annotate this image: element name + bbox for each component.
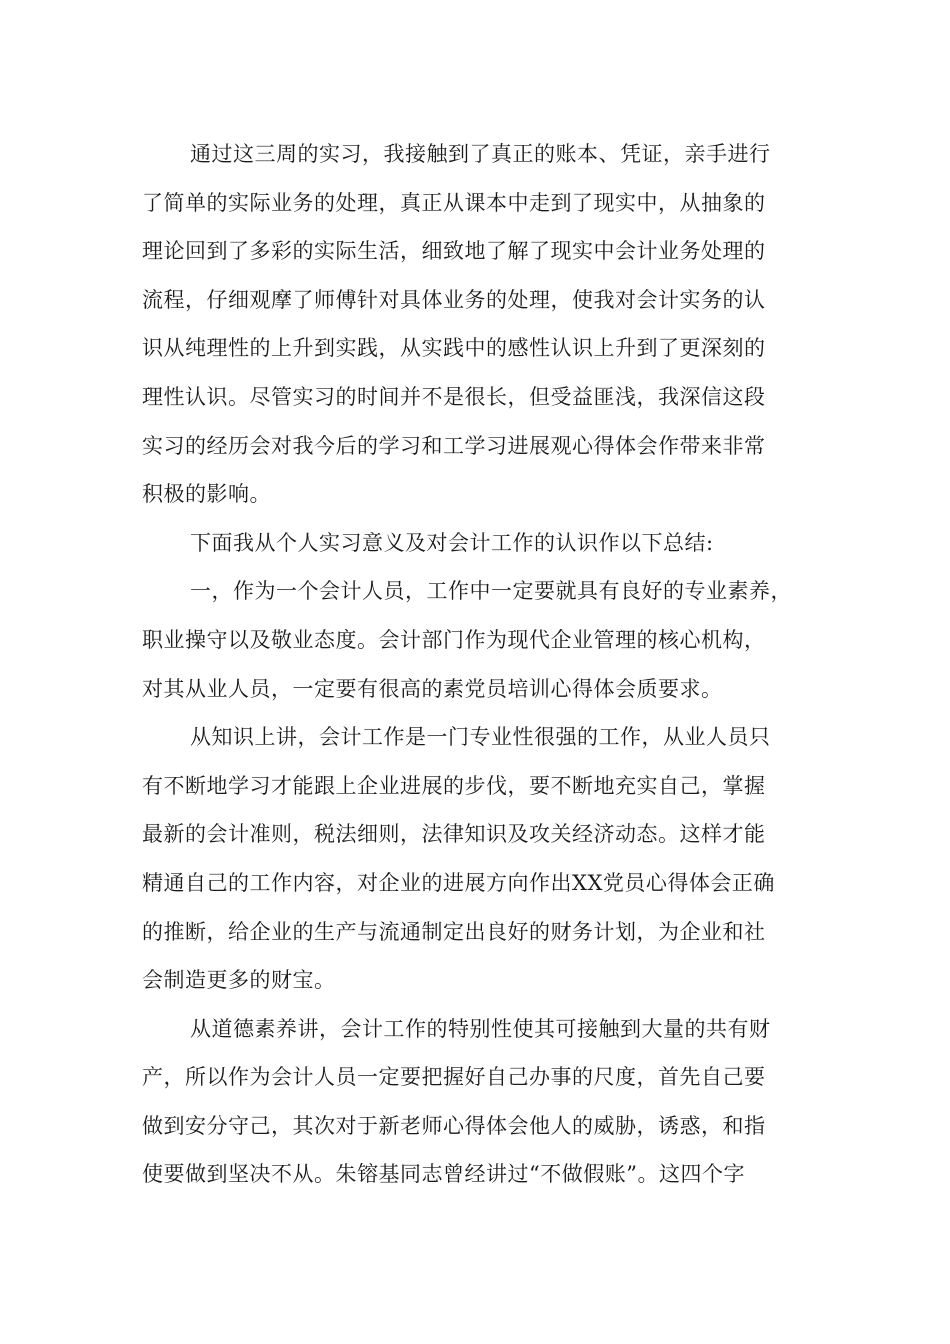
paragraph-line: 对其从业人员，一定要有很高的素党员培训心得体会质要求。 bbox=[142, 676, 723, 701]
paragraph-line: 一，作为一个会计人员，工作中一定要就具有良好的专业素养， bbox=[190, 579, 792, 604]
paragraph-line: 从知识上讲，会计工作是一门专业性很强的工作，从业人员只 bbox=[190, 725, 771, 750]
paragraph-line: 积极的影响。 bbox=[142, 482, 271, 507]
paragraph-line: 从道德素养讲，会计工作的特别性使其可接触到大量的共有财 bbox=[190, 1016, 771, 1041]
paragraph-line: 职业操守以及敬业态度。会计部门作为现代企业管理的核心机构， bbox=[142, 627, 766, 652]
paragraph-line: 通过这三周的实习，我接触到了真正的账本、凭证，亲手进行 bbox=[190, 142, 771, 166]
paragraph-line: 精通自己的工作内容，对企业的进展方向作出XX党员心得体会正确 bbox=[142, 870, 775, 895]
paragraph-line: 做到安分守己，其次对于新老师心得体会他人的威胁，诱惑，和指 bbox=[142, 1113, 766, 1138]
paragraph-line: 了简单的实际业务的处理，真正从课本中走到了现实中，从抽象的 bbox=[142, 190, 766, 215]
paragraph-line: 下面我从个人实习意义及对会计工作的认识作以下总结: bbox=[190, 530, 714, 555]
paragraph-line: 产，所以作为会计人员一定要把握好自己办事的尺度，首先自己要 bbox=[142, 1065, 766, 1090]
paragraph-line: 会制造更多的财宝。 bbox=[142, 968, 336, 993]
paragraph-line: 理性认识。尽管实习的时间并不是很长，但受益匪浅，我深信这段 bbox=[142, 384, 766, 409]
paragraph-line: 理论回到了多彩的实际生活，细致地了解了现实中会计业务处理的 bbox=[142, 239, 766, 264]
paragraph-line: 最新的会计准则，税法细则，法律知识及攻关经济动态。这样才能 bbox=[142, 822, 766, 847]
body-text bbox=[142, 130, 812, 1199]
paragraph-line: 识从纯理性的上升到实践，从实践中的感性认识上升到了更深刻的 bbox=[142, 336, 766, 361]
paragraph-line: 有不断地学习才能跟上企业进展的步伐，要不断地充实自己，掌握 bbox=[142, 773, 766, 798]
paragraph-line: 实习的经历会对我今后的学习和工学习进展观心得体会作带来非常 bbox=[142, 433, 766, 458]
paragraph-line: 的推断，给企业的生产与流通制定出良好的财务计划，为企业和社 bbox=[142, 919, 766, 944]
paragraph-line: 流程，仔细观摩了师傅针对具体业务的处理，使我对会计实务的认 bbox=[142, 287, 766, 312]
paragraph-line: 使要做到坚决不从。朱镕基同志曾经讲过“不做假账”。这四个字 bbox=[142, 1162, 745, 1187]
